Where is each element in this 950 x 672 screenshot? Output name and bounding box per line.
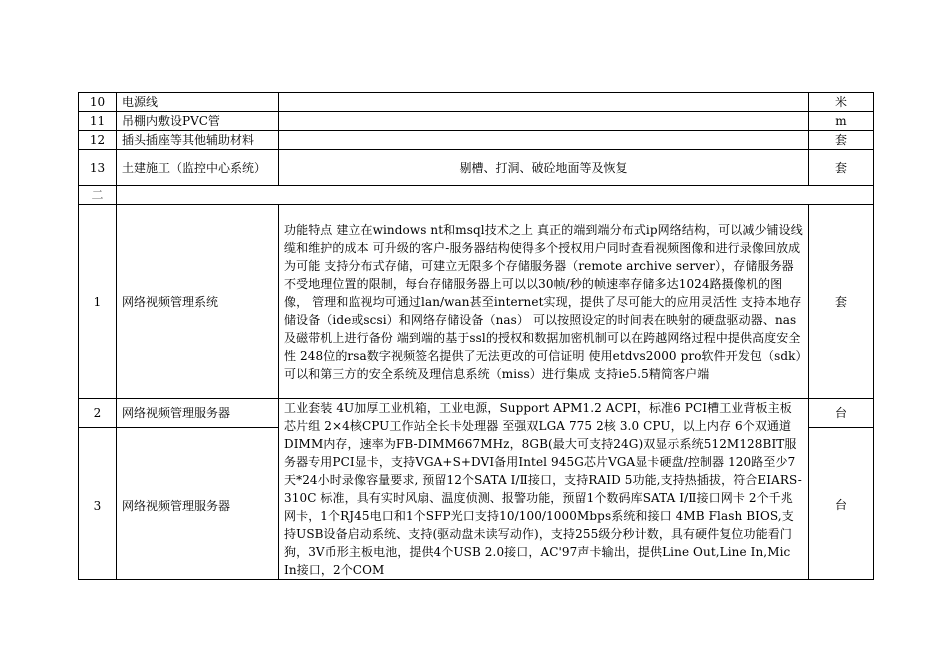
item-unit: 米 xyxy=(809,93,874,112)
row-number: 1 xyxy=(79,205,117,399)
item-name: 网络视频管理服务器 xyxy=(117,428,279,580)
row-number: 3 xyxy=(79,428,117,580)
item-name: 土建施工（监控中心系统） xyxy=(117,150,279,186)
item-unit: m xyxy=(809,112,874,131)
item-description xyxy=(279,131,809,150)
server-description: 工业套装 4U加厚工业机箱，工业电源，Support APM1.2 ACPI，标准6 PCI槽工业背板主板 芯片组 2×4核CPU工作站全长卡处理器 至强双LGA 775 2核 3.0 CPU，以上内存 6个双通道DIMM内存，速率为FB-DIMM667MHz，8GB(最大可支持24G)双显示系统512M128BIT服务器专用PCI显卡，支持VGA+S+DVI备用Intel 945G芯片VGA显卡硬盘/控制器 120路至少7天*24小时录像容量要求, 预留12个SATA I/Ⅱ接口，支持RAID 5功能,支持热插拔，符合EIARS-310C 标准，具有实时风扇、温度侦测、报警功能，预留1个数码库SATA I/Ⅱ接口网卡 2个千兆网卡，1个RJ45电口和1个SFP光口支持10/100/1000Mbps系统和接口 4MB Flash BIOS,支持USB设备启动系统、支持(驱动盘未读写动作)，支持255级分秒计数，具有硬件复位功能看门狗，3V币形主板电池，提供4个USB 2.0接口，AC'97声卡输出，提供Line Out,Line In,Mic In接口，2个COM xyxy=(279,399,809,580)
item-name: 电源线 xyxy=(117,93,279,112)
table-row xyxy=(79,399,874,428)
row-number: 2 xyxy=(79,399,117,428)
section-spacer xyxy=(117,186,874,205)
row-number: 10 xyxy=(79,93,117,112)
item-unit: 套 xyxy=(809,150,874,186)
section-label: 二 xyxy=(79,186,117,205)
section-row xyxy=(79,186,874,205)
table-row xyxy=(79,131,874,150)
item-description xyxy=(279,112,809,131)
table-row xyxy=(79,150,874,186)
item-name: 网络视频管理服务器 xyxy=(117,399,279,428)
item-description xyxy=(279,93,809,112)
item-unit: 台 xyxy=(809,428,874,580)
equipment-table xyxy=(78,92,874,580)
item-name: 吊棚内敷设PVC管 xyxy=(117,112,279,131)
item-description: 剔槽、打洞、破砼地面等及恢复 xyxy=(279,150,809,186)
item-unit: 套 xyxy=(809,205,874,399)
table-row xyxy=(79,93,874,112)
item-description: 功能特点 建立在windows nt和msql技术之上 真正的端到端分布式ip网络结构，可以减少铺设线缆和维护的成本 可升级的客户-服务器结构使得多个授权用户同时查看视频图像和进行录像回放成为可能 支持分布式存储，可建立无限多个存储服务器（remote archive server），存储服务器不受地理位置的限制，每台存储服务器上可以以30帧/秒的帧速率存储多达1024路摄像机的图像， 管理和监视均可通过lan/wan甚至internet实现，提供了尽可能大的应用灵活性 支持本地存储设备（ide或scsi）和网络存储设备（nas） 可以按照设定的时间表在映射的硬盘驱动器、nas及磁带机上进行备份 端到端的基于ssl的授权和数据加密机制可以在跨越网络过程中提供高度安全性 248位的rsa数字视频签名提供了无法更改的可信证明 使用etdvs2000 pro软件开发包（sdk）可以和第三方的安全系统及理信息系统（miss）进行集成 支持ie5.5精简客户端 xyxy=(279,205,809,399)
row-number: 13 xyxy=(79,150,117,186)
row-number: 12 xyxy=(79,131,117,150)
row-number: 11 xyxy=(79,112,117,131)
item-unit: 台 xyxy=(809,399,874,428)
item-unit: 套 xyxy=(809,131,874,150)
table-row xyxy=(79,112,874,131)
table-row xyxy=(79,205,874,399)
item-name: 网络视频管理系统 xyxy=(117,205,279,399)
item-name: 插头插座等其他辅助材料 xyxy=(117,131,279,150)
